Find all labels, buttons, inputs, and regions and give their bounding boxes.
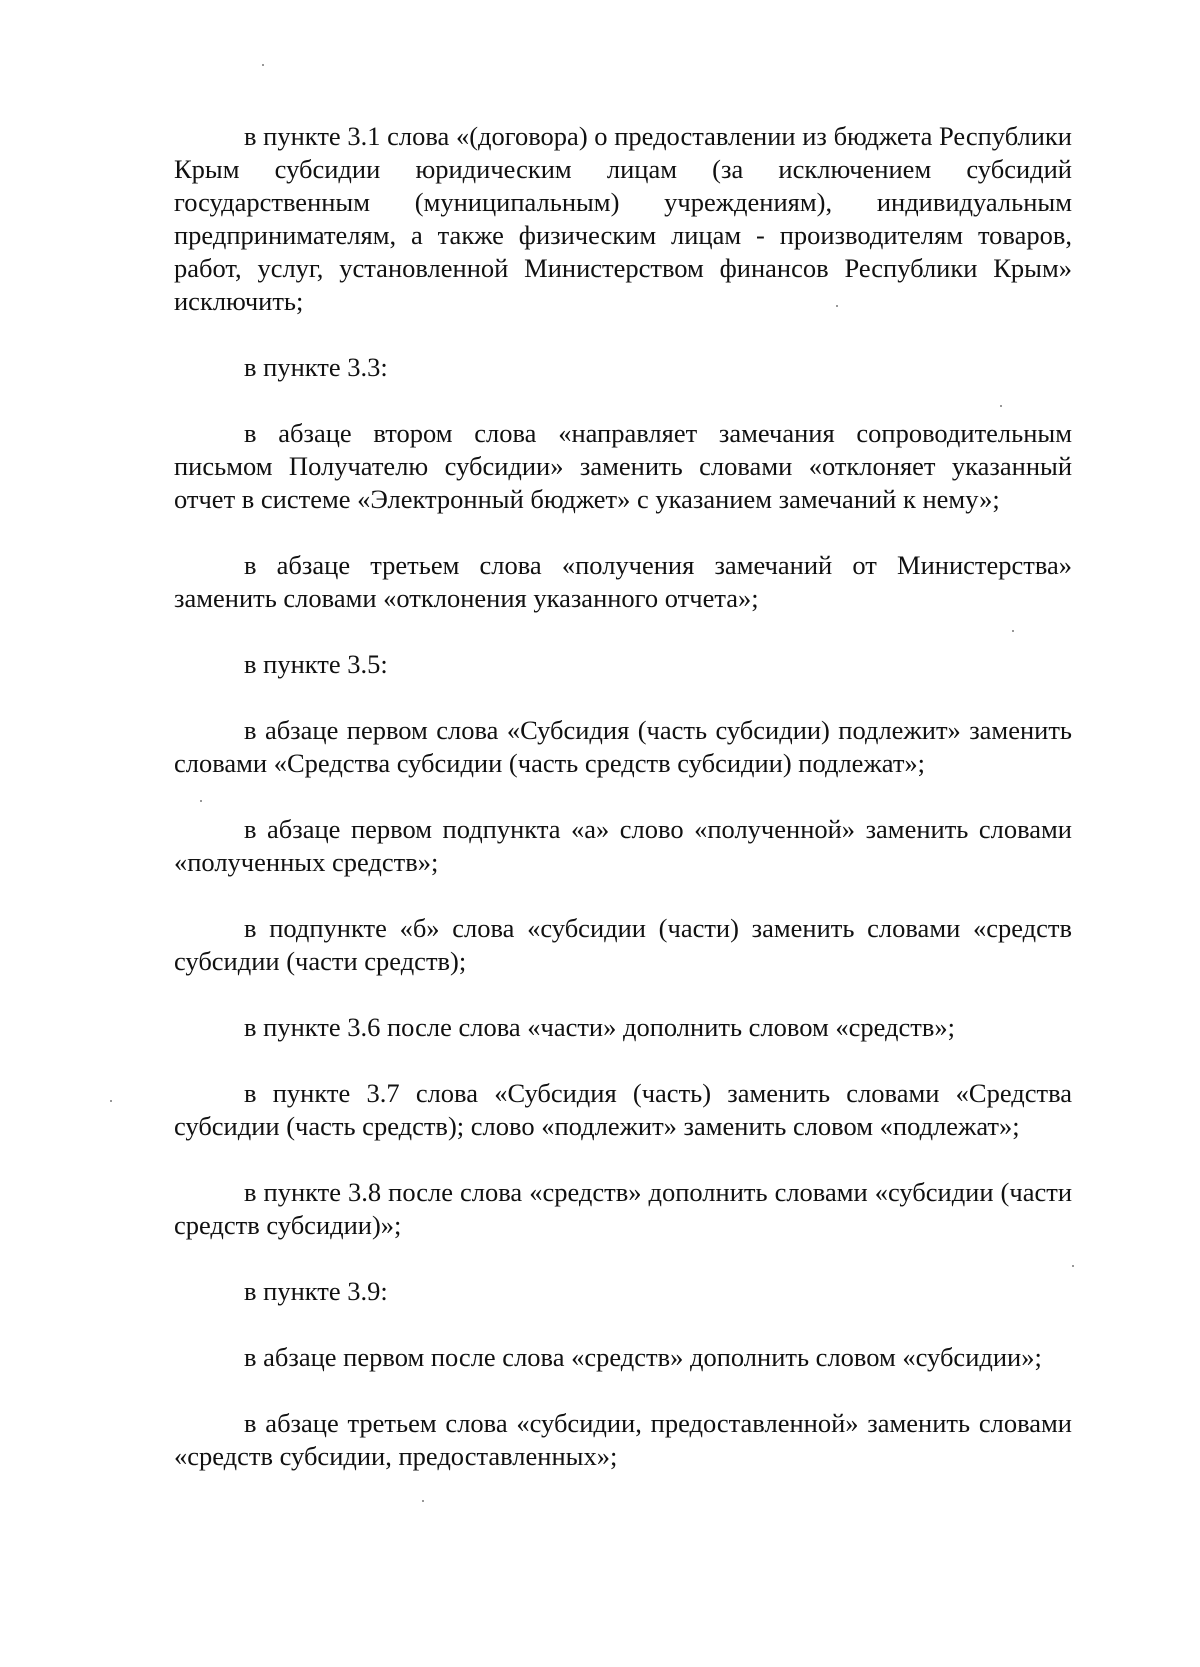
paragraph-13: в абзаце первом после слова «средств» дополнить словом «субсидии»; — [244, 1342, 1042, 1372]
paragraph-6: в абзаце первом слова «Субсидия (часть субсидии) подлежит» заменить словами «Средства субсидии (часть средств субсидии) подлежат»; — [174, 715, 1072, 778]
paragraph-4: в абзаце третьем слова «получения замечаний от Министерства» заменить словами «отклонения указанного отчета»; — [174, 550, 1072, 613]
paragraph-12: в пункте 3.9: — [244, 1276, 388, 1306]
scan-speck — [422, 1500, 424, 1502]
paragraph-11: в пункте 3.8 после слова «средств» дополнить словами «субсидии (части средств субсидии)»; — [174, 1177, 1072, 1240]
scan-speck — [1072, 1265, 1074, 1267]
paragraph-5: в пункте 3.5: — [244, 649, 388, 679]
paragraph-8: в подпункте «б» слова «субсидии (части) заменить словами «средств субсидии (части средств); — [174, 913, 1072, 976]
scan-speck — [262, 64, 264, 66]
scan-speck — [836, 305, 838, 307]
paragraph-3: в абзаце втором слова «направляет замечания сопроводительным письмом Получателю субсидии» заменить словами «отклоняет указанный отчет в системе «Электронный бюджет» с указанием замечаний к нему»; — [174, 418, 1072, 514]
paragraph-7: в абзаце первом подпункта «а» слово «полученной» заменить словами «полученных средств»; — [174, 814, 1072, 877]
paragraph-10: в пункте 3.7 слова «Субсидия (часть) заменить словами «Средства субсидии (часть средств); слово «подлежит» заменить словом «подлежат»; — [174, 1078, 1072, 1141]
paragraph-1: в пункте 3.1 слова «(договора) о предоставлении из бюджета Республики Крым субсидии юридическим лицам (за исключением субсидий государственным (муниципальным) учреждениям), индивидуальным предпринимателям, а также физическим лицам - производителям товаров, работ, услуг, установленной Министерством финансов Республики Крым» исключить; — [174, 121, 1072, 316]
paragraph-2: в пункте 3.3: — [244, 352, 388, 382]
scan-speck — [1000, 405, 1002, 407]
scan-speck — [200, 800, 202, 802]
scan-speck — [110, 1100, 112, 1102]
paragraph-14: в абзаце третьем слова «субсидии, предоставленной» заменить словами «средств субсидии, предоставленных»; — [174, 1408, 1072, 1471]
paragraph-9: в пункте 3.6 после слова «части» дополнить словом «средств»; — [244, 1012, 956, 1042]
document-body — [174, 120, 1072, 1506]
scan-speck — [1012, 630, 1014, 632]
